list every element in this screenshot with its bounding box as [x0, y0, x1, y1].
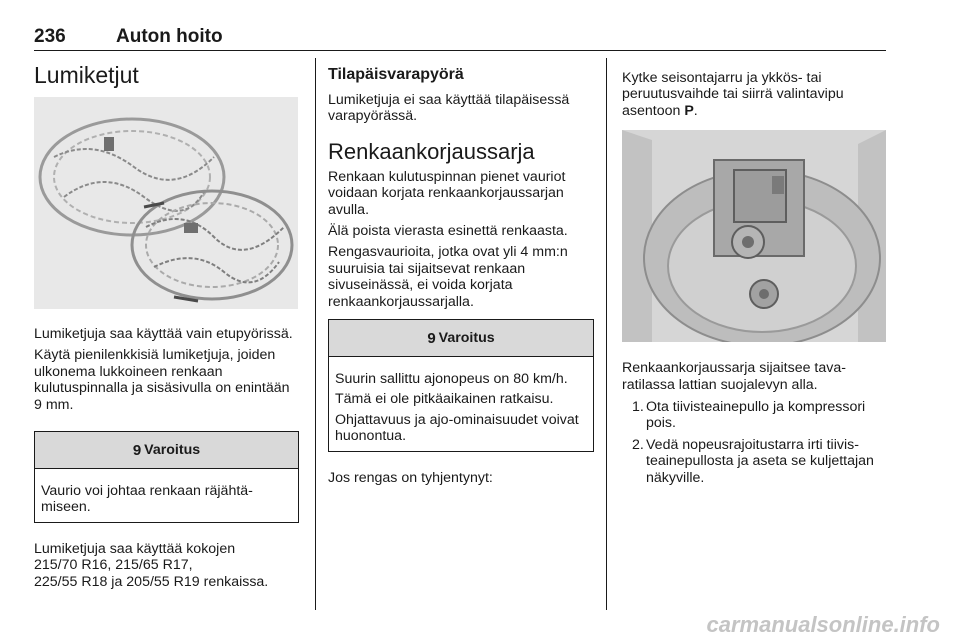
warning-icon: 9: [427, 329, 436, 347]
warning-body: [35, 469, 298, 522]
paragraph-if-flat: Jos rengas on tyhjentynyt:: [328, 469, 493, 486]
column-divider-1: [315, 58, 316, 610]
step-item-1: 1. Ota tiivisteainepullo ja kompressori pois.: [632, 399, 866, 432]
warning-body: [329, 357, 593, 451]
gear-position-p: P: [684, 102, 694, 119]
step-item-2: 2. Vedä nopeusrajoitustarra irti tiivisteainepullosta ja aseta se kuljettajan näkyville.: [632, 436, 874, 486]
warning-text: Vaurio voi johtaa renkaan räjähtämiseen.: [41, 483, 253, 516]
chapter-title: Auton hoito: [116, 26, 223, 47]
steps-list: [622, 399, 886, 486]
paragraph-damage-limits: Rengasvaurioita, jotka ovat yli 4 mm:n suuruisia tai sijaitsevat renkaan sivuseinässä, ei voida korjata renkaankorjaussarjalla.: [328, 244, 568, 310]
warning-label: Varoitus: [144, 442, 201, 459]
trunk-repair-kit-illustration: [622, 130, 886, 342]
middle-column: [328, 58, 594, 486]
subsection-title-temporary-spare: Tilapäisvarapyörä: [328, 66, 464, 83]
section-title-repair-kit: Renkaankorjaussarja: [328, 138, 535, 164]
warning-box: [328, 319, 594, 452]
section-title-snow-chains: Lumiketjut: [34, 62, 139, 88]
warning-label: Varoitus: [438, 330, 495, 347]
right-column: [622, 58, 886, 491]
paragraph-tyre-sizes-1: Lumiketjuja saa käyttää kokojen: [34, 540, 236, 557]
warning-box: [34, 431, 299, 523]
warning-text-speed: Suurin sallittu ajonopeus on 80 km/h.: [335, 371, 568, 388]
paragraph-front-wheels: Lumiketjuja saa käyttää vain etupyörissä.: [34, 326, 293, 342]
watermark[interactable]: carmanualsonline.info: [706, 612, 940, 637]
paragraph-foreign-object: Älä poista vierasta esinettä renkaasta.: [328, 223, 568, 240]
warning-header: [35, 432, 298, 469]
page-header: [34, 26, 886, 50]
warning-icon: 9: [132, 441, 142, 459]
paragraph-tyre-sizes-3: 225/55 R18 ja 205/55 R19 renkaissa.: [34, 573, 269, 590]
paragraph-parking-brake: Kytke seisontajarru ja ykkös- tai peruutusvaihde tai siirrä valintavipu asentoon P.: [622, 70, 844, 119]
column-divider-2: [606, 58, 607, 610]
warning-text-handling: Ohjattavuus ja ajo-ominaisuudet voivat huonontua.: [335, 411, 579, 445]
page-number: 236: [34, 26, 66, 47]
left-column: [34, 58, 299, 590]
warning-header: [329, 320, 593, 357]
paragraph-small-link-chains: Käytä pienilenkkisiä lumiketjuja, joiden ulkonema lukkoineen renkaan kulutuspinnalla ja sisäsivulla on enintään 9 mm.: [34, 347, 290, 413]
paragraph-no-chains-spare: Lumiketjuja ei saa käyttää tilapäisessä varapyörässä.: [328, 92, 570, 125]
warning-text-temporary: Tämä ei ole pitkäaikainen ratkaisu.: [335, 391, 554, 408]
paragraph-kit-location: Renkaankorjaussarja sijaitsee tavaratilassa lattian suojalevyn alla.: [622, 360, 846, 393]
paragraph-minor-damage: Renkaan kulutuspinnan pienet vauriot voidaan korjata renkaankorjaussarjan avulla.: [328, 168, 566, 218]
header-rule: [34, 50, 886, 51]
snow-chains-illustration: [34, 97, 298, 309]
paragraph-tyre-sizes-2: 215/70 R16, 215/65 R17,: [34, 557, 193, 574]
